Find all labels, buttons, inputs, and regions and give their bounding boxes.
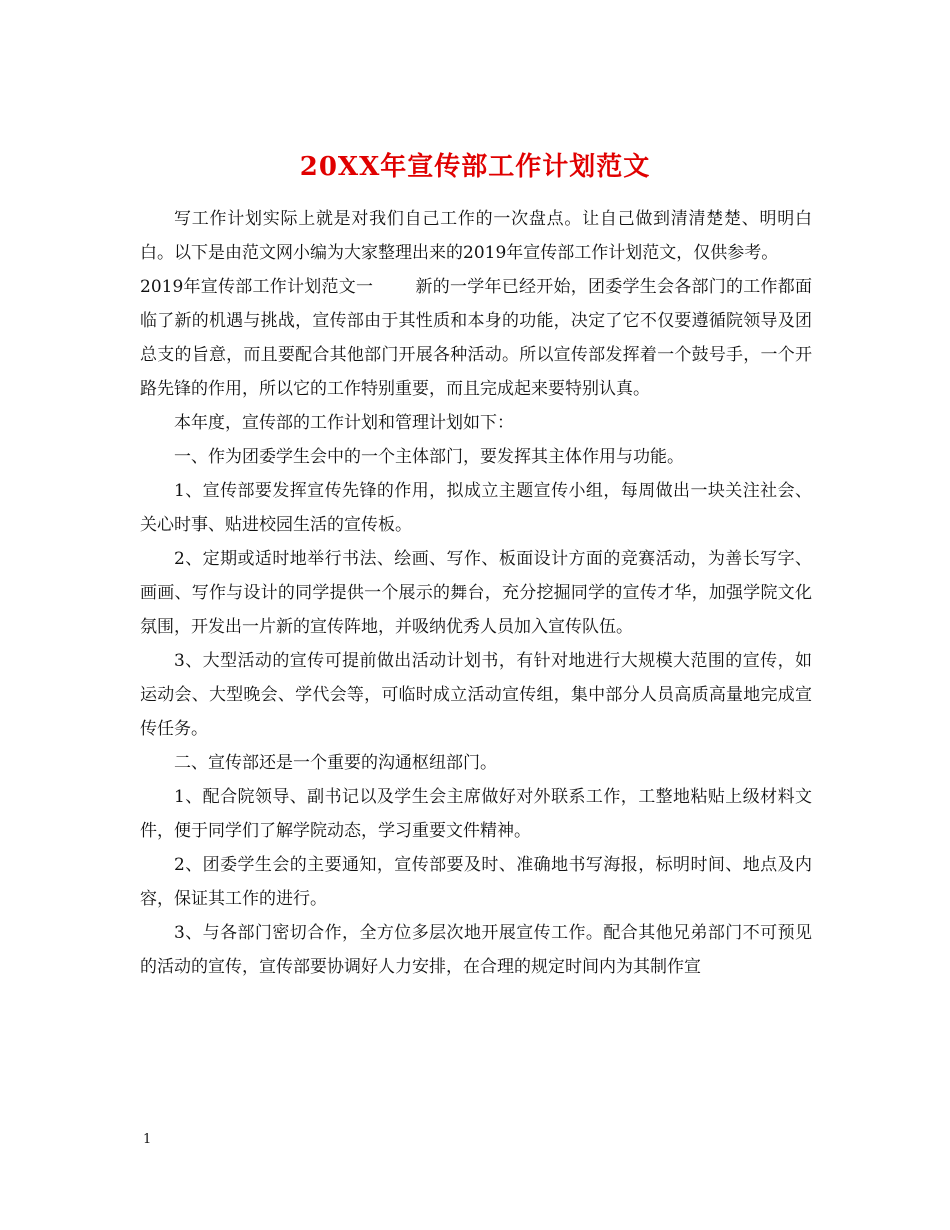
section-text-plan-one: 新的一学年已经开始，团委学生会各部门的工作都面临了新的机遇与挑战，宣传部由于其性质和本身的功能，决定了它不仅要遵循院领导及团总支的旨意，而且要配合其他部门开展各种活动。所以宣传部发挥着一个鼓号手，一个开路先锋的作用，所以它的工作特别重要，而且完成起来要特别认真。 [140,277,813,399]
paragraph-overview: 本年度，宣传部的工作计划和管理计划如下： [174,413,514,433]
document-body [140,202,812,984]
paragraph-item-1-2: 2、定期或适时地举行书法、绘画、写作、板面设计方面的竞赛活动，为善长写字、画画、写作与设计的同学提供一个展示的舞台，充分挖掘同学的宣传才华，加强学院文化氛围，开发出一片新的宣传阵地，并吸纳优秀人员加入宣传队伍。 [140,549,812,637]
page-number: 1 [143,1132,152,1147]
document-title: 20XX年宣传部工作计划范文 [299,152,651,183]
paragraph-item-1-3: 3、大型活动的宣传可提前做出活动计划书，有针对地进行大规模大范围的宣传，如运动会、大型晚会、学代会等，可临时成立活动宣传组，集中部分人员高质高量地完成宣传任务。 [140,651,812,739]
paragraph-item-2-1: 1、配合院领导、副书记以及学生会主席做好对外联系工作，工整地粘贴上级材料文件，便于同学们了解学院动态，学习重要文件精神。 [140,787,812,841]
section-heading-plan-one: 2019年宣传部工作计划范文一 [140,277,374,297]
paragraph-item-2-3: 3、与各部门密切合作，全方位多层次地开展宣传工作。配合其他兄弟部门不可预见的活动的宣传，宣传部要协调好人力安排，在合理的规定时间内为其制作宣 [140,923,812,977]
paragraph-item-1-1: 1、宣传部要发挥宣传先锋的作用，拟成立主题宣传小组，每周做出一块关注社会、关心时事、贴进校园生活的宣传板。 [140,481,812,535]
paragraph-section-one-heading: 一、作为团委学生会中的一个主体部门，要发挥其主体作用与功能。 [174,447,684,467]
paragraph-plan-one [140,270,812,406]
paragraph-intro: 写工作计划实际上就是对我们自己工作的一次盘点。让自己做到清清楚楚、明明白白。以下是由范文网小编为大家整理出来的2019年宣传部工作计划范文，仅供参考。 [140,209,812,263]
paragraph-section-two-heading: 二、宣传部还是一个重要的沟通枢纽部门。 [174,753,497,773]
paragraph-item-2-2: 2、团委学生会的主要通知，宣传部要及时、准确地书写海报，标明时间、地点及内容，保证其工作的进行。 [140,855,812,909]
